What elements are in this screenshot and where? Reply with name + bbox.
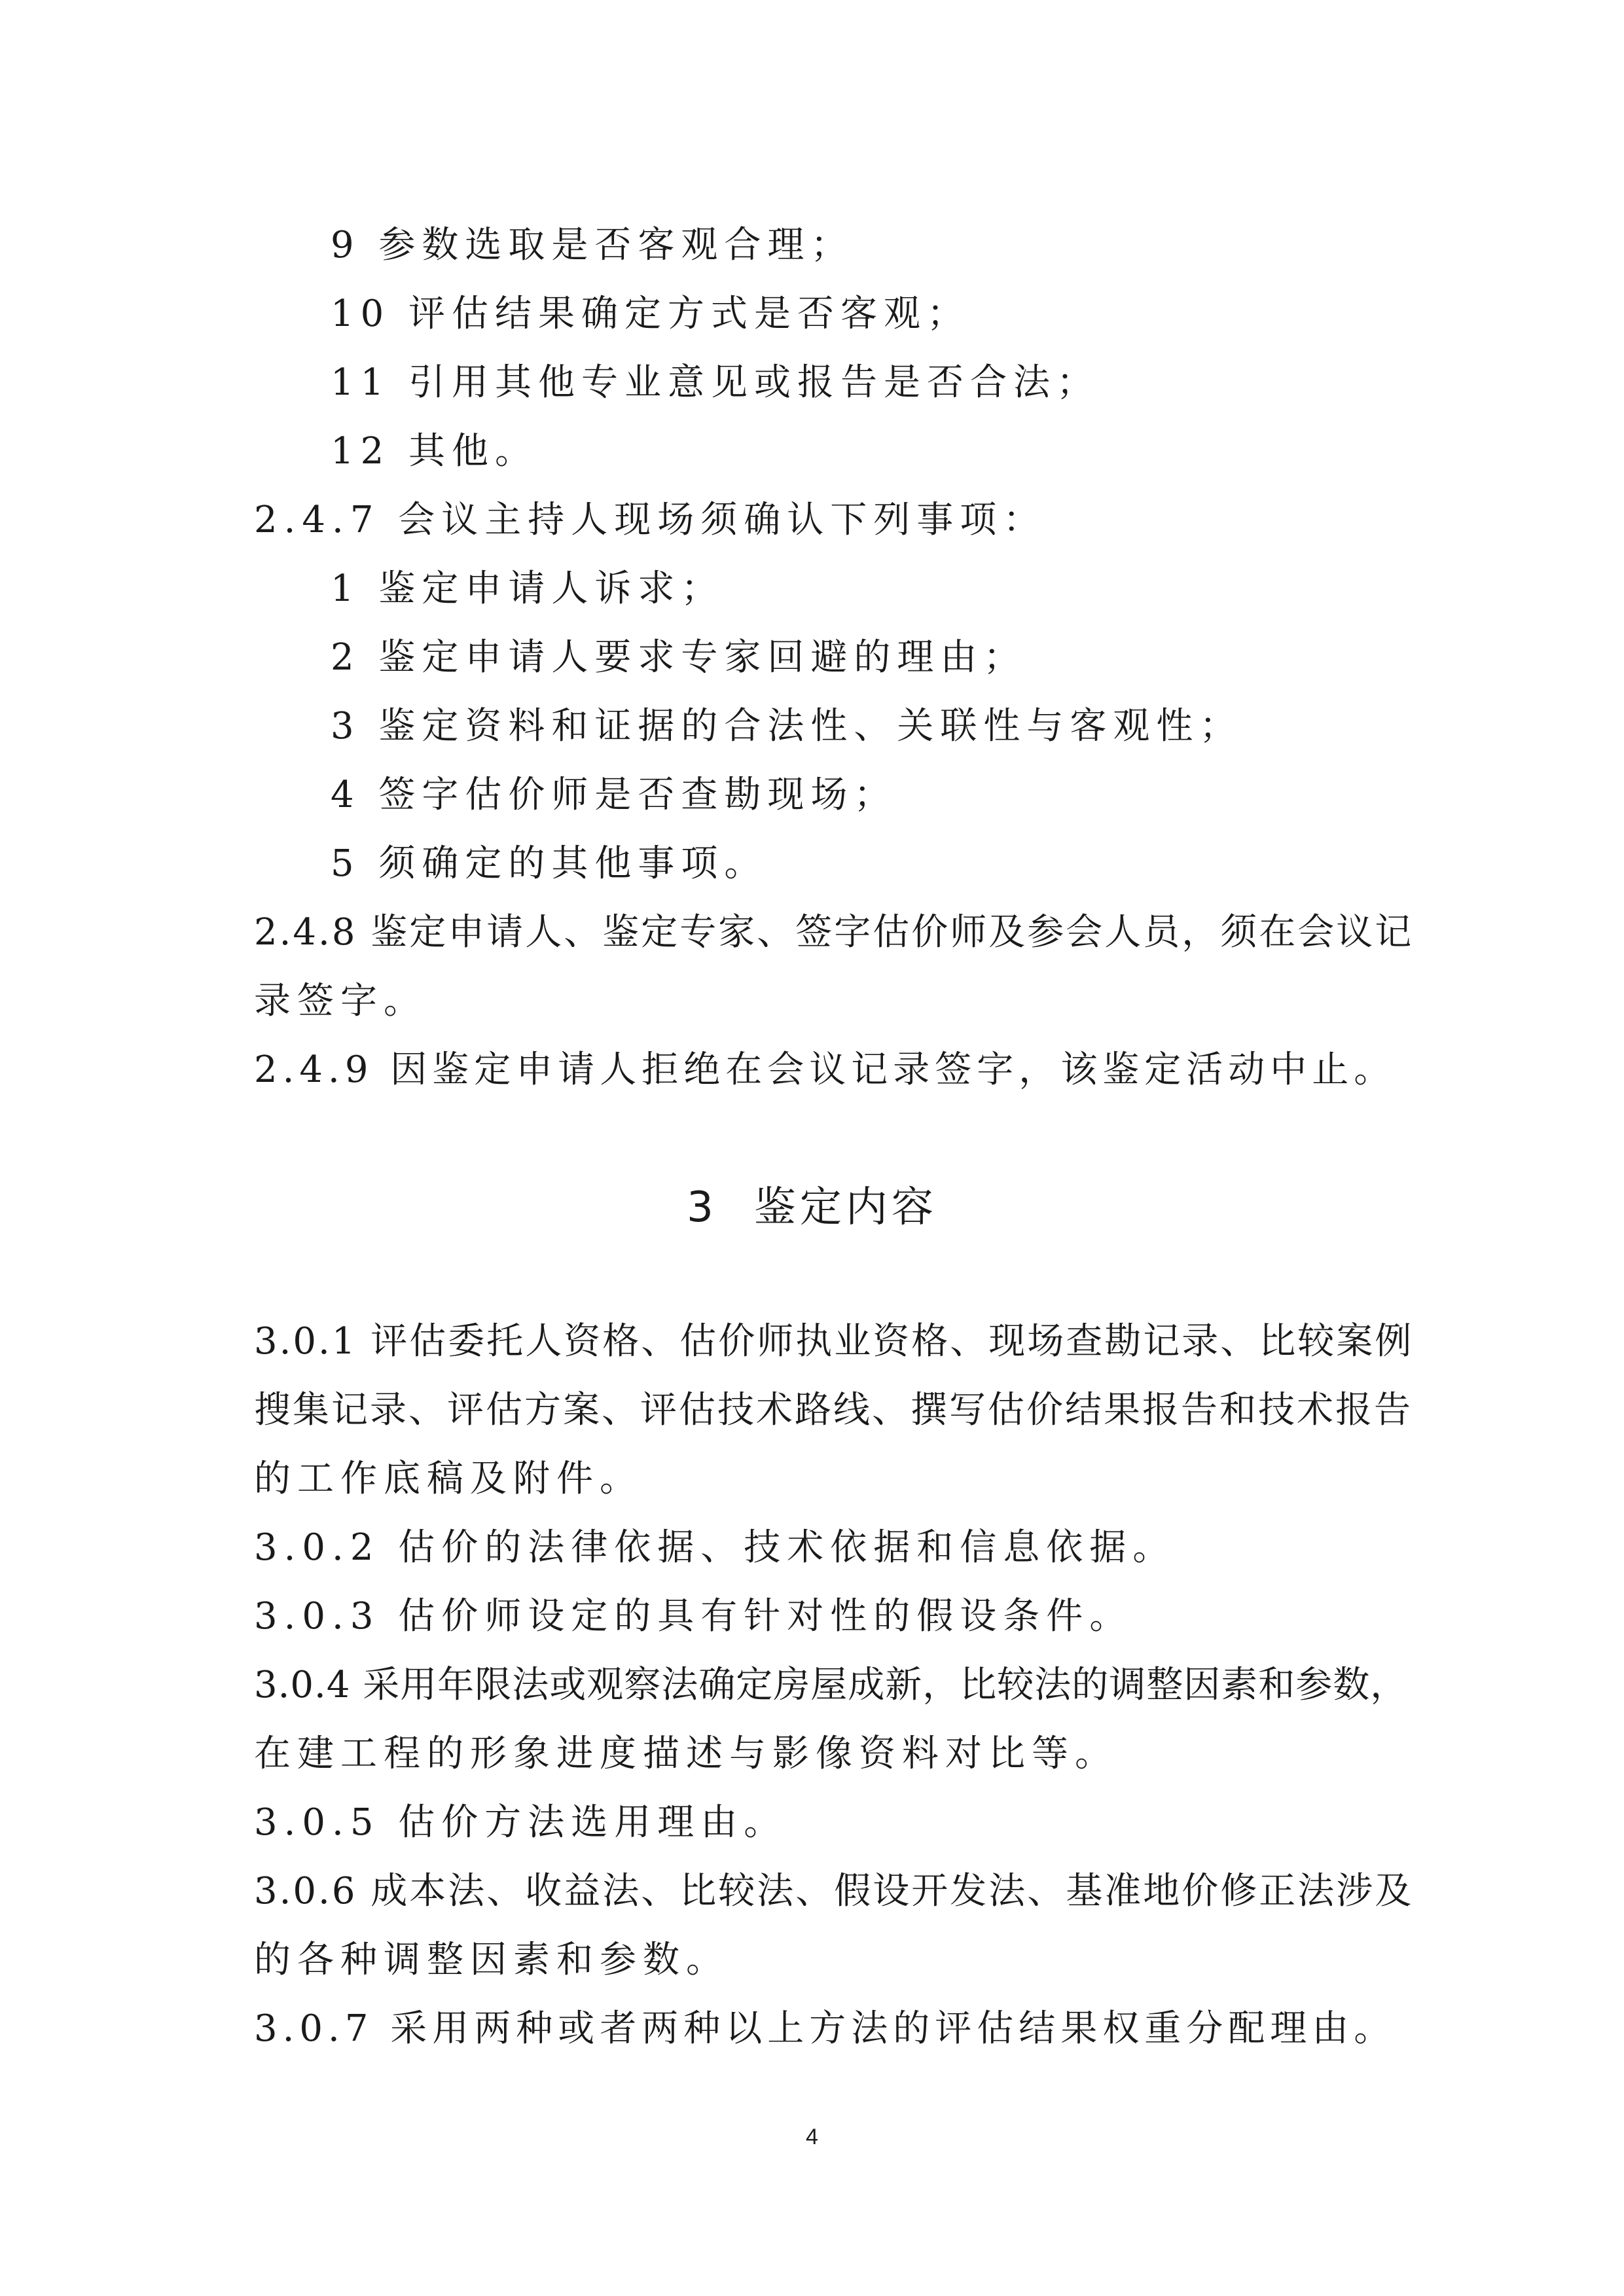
clause-3-0-5: 3.0.5 估价方法选用理由。 xyxy=(254,1801,787,1844)
list-item: 10 评估结果确定方式是否客观； xyxy=(331,293,971,335)
clause-2-4-9: 2.4.9 因鉴定申请人拒绝在会议记录签字，该鉴定活动中止。 xyxy=(254,1049,1396,1091)
clause-2-4-7: 2.4.7 会议主持人现场须确认下列事项： xyxy=(254,499,1047,541)
list-item: 9 参数选取是否客观合理； xyxy=(331,224,854,266)
section-number: 3 xyxy=(687,1183,717,1232)
list-item: 11 引用其他专业意见或报告是否合法； xyxy=(331,361,1100,404)
section-title: 鉴定内容 xyxy=(753,1183,937,1232)
clause-2-4-8-line1: 2.4.8 鉴定申请人、鉴定专家、签字估价师及参会人员，须在会议记 xyxy=(254,911,1414,954)
page-number: 4 xyxy=(806,2125,818,2149)
list-item: 5 须确定的其他事项。 xyxy=(331,842,768,885)
list-item: 12 其他。 xyxy=(331,430,539,473)
clause-3-0-2: 3.0.2 估价的法律依据、技术依据和信息依据。 xyxy=(254,1526,1176,1569)
list-item: 2 鉴定申请人要求专家回避的理由； xyxy=(331,636,1027,679)
clause-3-0-1-line3: 的工作底稿及附件。 xyxy=(254,1458,643,1500)
clause-3-0-6-line2: 的各种调整因素和参数。 xyxy=(254,1939,729,1981)
list-item: 1 鉴定申请人诉求； xyxy=(331,567,725,610)
clause-3-0-3: 3.0.3 估价师设定的具有针对性的假设条件。 xyxy=(254,1595,1133,1638)
clause-3-0-4-line1: 3.0.4 采用年限法或观察法确定房屋成新，比较法的调整因素和参数， xyxy=(254,1664,1408,1706)
clause-3-0-7: 3.0.7 采用两种或者两种以上方法的评估结果权重分配理由。 xyxy=(254,2007,1396,2050)
clause-3-0-1-line2: 搜集记录、评估方案、评估技术路线、撰写估价结果报告和技术报告 xyxy=(254,1389,1413,1431)
list-item: 4 签字估价师是否查勘现场； xyxy=(331,774,897,816)
clause-3-0-4-line2: 在建工程的形象进度描述与影像资料对比等。 xyxy=(254,1732,1118,1775)
clause-2-4-8-line2: 录签字。 xyxy=(254,980,427,1022)
list-item: 3 鉴定资料和证据的合法性、关联性与客观性； xyxy=(331,705,1243,747)
clause-3-0-6-line1: 3.0.6 成本法、收益法、比较法、假设开发法、基准地价修正法涉及 xyxy=(254,1870,1414,1912)
section-heading xyxy=(0,1178,1624,1237)
clause-3-0-1-line1: 3.0.1 评估委托人资格、估价师执业资格、现场查勘记录、比较案例 xyxy=(254,1320,1414,1363)
